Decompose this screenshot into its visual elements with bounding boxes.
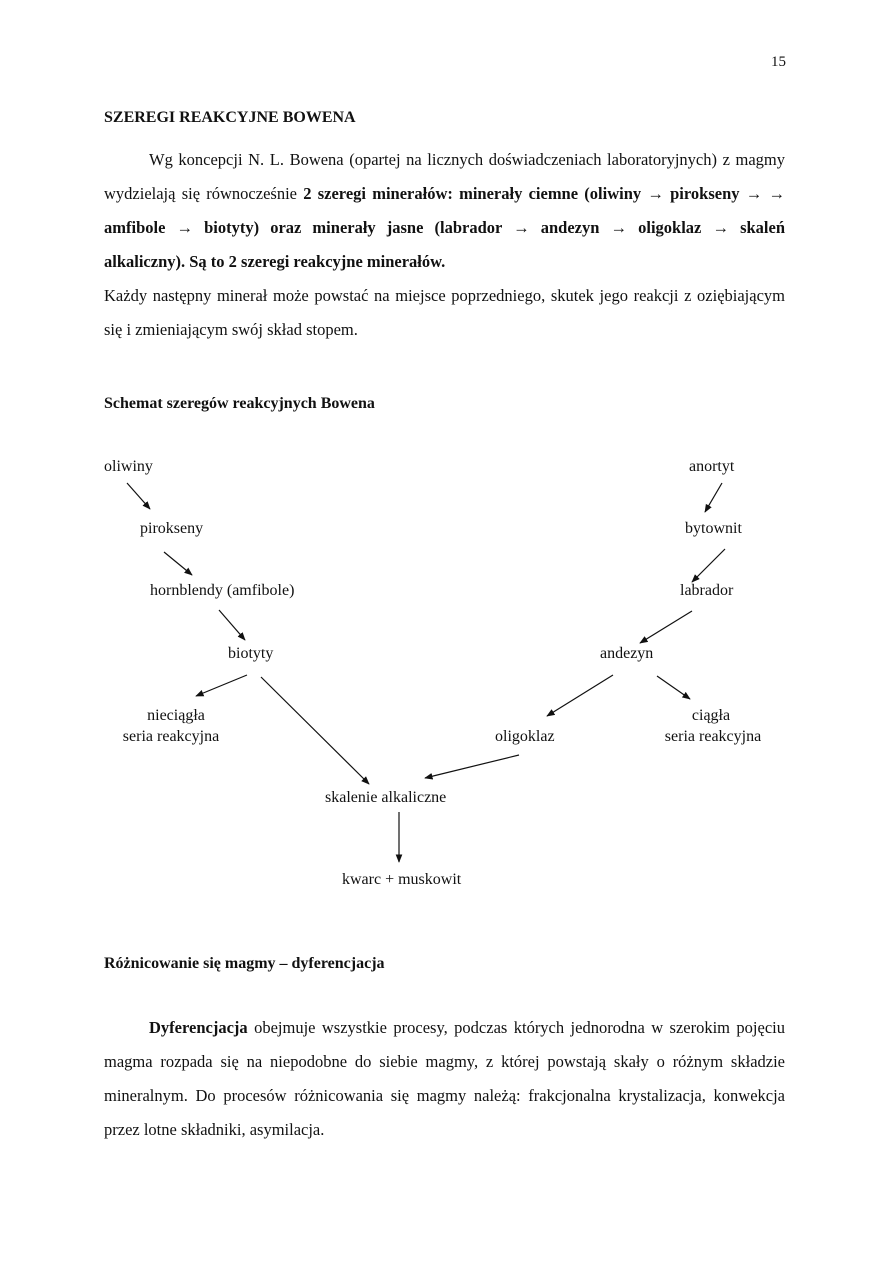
node-biotyty: biotyty (228, 645, 274, 662)
node-pirokseny: pirokseny (140, 520, 204, 537)
node-anortyt: anortyt (689, 458, 735, 475)
arrow-biotyty-nieciagla (196, 675, 247, 696)
arrow-oligoklaz-skalenie (425, 755, 519, 778)
arrow-pirokseny-hornblendy (164, 552, 192, 575)
node-ciagla-line2: seria reakcyjna (664, 728, 762, 745)
node-labrador: labrador (680, 582, 734, 599)
paragraph-reaction: Każdy następny minerał może powstać na miejsce poprzedniego, skutek jego reakcji z oziębiającym się i zmieniającym swój skład stopem. (104, 286, 785, 339)
arrow-hornblendy-biotyty (219, 610, 245, 640)
arrow-oliwiny-pirokseny (127, 483, 150, 509)
paragraph-bold-text: 2 szeregi minerałów: minerały ciemne (oliwiny → pirokseny → → amfibole → biotyty) oraz minerały jasne (labrador → andezyn → oligoklaz → skaleń alkaliczny). Są to 2 szeregi reakcyjne minerałów. (104, 184, 785, 271)
diagram-title: Schemat szeregów reakcyjnych Bowena (104, 395, 375, 412)
arrow-andezyn-ciagla (657, 676, 690, 699)
arrow-andezyn-oligoklaz (547, 675, 613, 716)
node-skalenie-alkaliczne: skalenie alkaliczne (325, 789, 447, 806)
node-nieciagla-line2: seria reakcyjna (122, 728, 220, 745)
arrow-bytownit-labrador (692, 549, 725, 582)
node-hornblendy: hornblendy (amfibole) (150, 582, 295, 599)
node-oliwiny: oliwiny (104, 458, 153, 475)
paragraph-text: Wg koncepcji N. L. Bowena (opartej na licznych doświadczeniach laboratoryjnych) z magmy wydzielają się równocześnie (104, 150, 785, 203)
arrow-labrador-andezyn (640, 611, 692, 643)
paragraph-text: obejmuje wszystkie procesy, podczas których jednorodna w szerokim pojęciu magma rozpada się na niepodobne do siebie magmy, z której powstają skały o różnym składzie mineralnym. Do procesów różnicowania się magmy należą: frakcjonalna krystalizacja, konwekcja przez lotne składniki, asymilacja. (104, 1018, 785, 1139)
arrow-biotyty-skalenie (261, 677, 369, 784)
term-dyferencjacja: Dyferencjacja (149, 1018, 248, 1037)
paragraph-dyferencjacja (104, 1011, 785, 1147)
section-heading-bowen: SZEREGI REAKCYJNE BOWENA (104, 109, 356, 126)
section-heading-dyferencjacja: Różnicowanie się magmy – dyferencjacja (104, 955, 385, 972)
node-ciagla-line1: ciągła (691, 707, 731, 724)
page-number: 15 (771, 54, 786, 70)
arrow-anortyt-bytownit (705, 483, 722, 512)
node-andezyn: andezyn (600, 645, 654, 662)
node-bytownit: bytownit (685, 520, 742, 537)
node-nieciagla-line1: nieciągła (147, 707, 205, 724)
node-oligoklaz: oligoklaz (495, 728, 555, 745)
node-kwarc-muskowit: kwarc + muskowit (342, 871, 462, 888)
